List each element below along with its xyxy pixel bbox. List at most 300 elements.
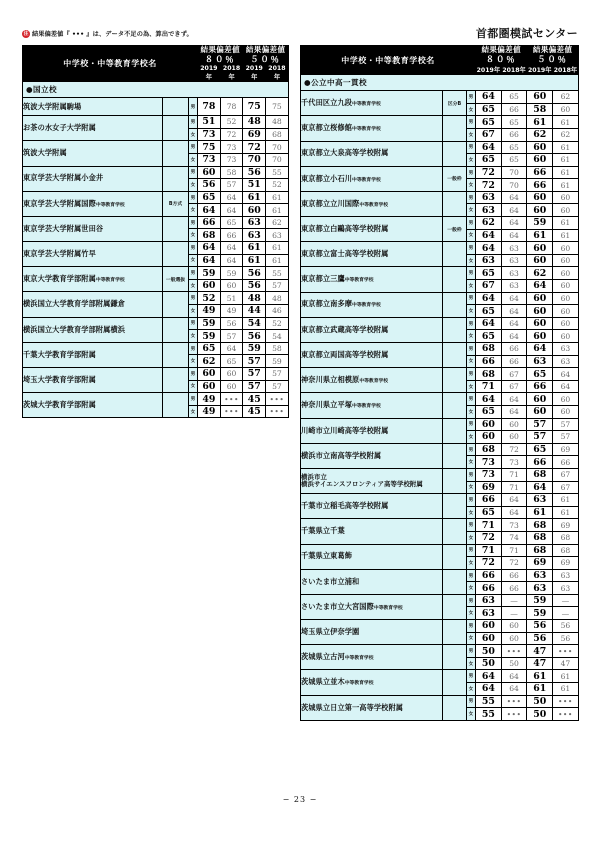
dev50-2018-male: 62 <box>553 91 579 104</box>
dev80-2019-female: 63 <box>476 607 502 620</box>
school-name-main: 茨城県立日立第一高等学校附属 <box>301 702 404 712</box>
dev50-2018-female: 69 <box>553 557 579 570</box>
table-row <box>301 468 579 481</box>
school-name-main: 埼玉県立伊奈学園 <box>301 627 360 637</box>
dev80-2018-female: 60 <box>220 380 243 393</box>
school-name-cell[interactable] <box>301 494 443 519</box>
gender-label-female: 女 <box>467 405 476 418</box>
dev50-2019-male: 68 <box>527 468 553 481</box>
dev50-2018-male: 61 <box>553 494 579 507</box>
dev80-2019-female: 67 <box>476 128 502 141</box>
school-name-cell[interactable] <box>23 216 163 241</box>
dev50-2018-male: 57 <box>266 368 289 381</box>
school-name-cell[interactable] <box>301 569 443 594</box>
school-name-main: 東京都立立川国際 <box>301 198 360 208</box>
dev80-2019-male: 66 <box>476 569 502 582</box>
school-name-suffix: 中等教育学校 <box>344 278 374 284</box>
school-name-cell[interactable] <box>301 191 443 216</box>
dev50-2019-male: 75 <box>243 98 266 116</box>
section-label: ●国立校 <box>23 82 289 98</box>
header-year-2019-dev50: 2019年 <box>527 65 553 75</box>
section-header-koritsu <box>301 75 579 91</box>
table-row <box>301 91 579 104</box>
gender-label-male: 男 <box>189 141 198 154</box>
dev50-2019-male: 56 <box>243 267 266 280</box>
school-tag <box>443 292 467 317</box>
header-year-2018-dev80: 2018年 <box>220 65 243 82</box>
dev80-2018-female: 65 <box>501 154 527 167</box>
dev80-2019-male: 64 <box>476 317 502 330</box>
gender-label-male: 男 <box>467 645 476 658</box>
dev80-2018-female: 57 <box>220 179 243 192</box>
dev80-2019-male: 65 <box>198 191 221 204</box>
header-deviation-80 <box>476 46 527 65</box>
school-tag <box>443 519 467 544</box>
dev50-2019-male: 68 <box>527 544 553 557</box>
school-name-main: 筑波大学附属 <box>23 148 67 158</box>
dev50-2019-female: 50 <box>527 708 553 721</box>
dev80-2018-male: ••• <box>220 393 243 406</box>
dev80-2018-male: 64 <box>501 393 527 406</box>
dev50-2018-male: 48 <box>266 116 289 129</box>
dev50-2019-female: 63 <box>243 229 266 242</box>
dev80-2019-female: 73 <box>198 128 221 141</box>
dev80-2019-female: 72 <box>476 557 502 570</box>
header-dev50-label: 結果偏差値 <box>245 45 286 54</box>
school-tag <box>443 645 467 670</box>
header-dev50-label: 結果偏差値 <box>532 45 573 54</box>
school-name-cell[interactable] <box>301 368 443 393</box>
dev80-2019-male: 68 <box>476 343 502 356</box>
dev50-2018-male: 60 <box>553 191 579 204</box>
school-name-cell[interactable] <box>301 620 443 645</box>
dev80-2019-female: 71 <box>476 380 502 393</box>
dev50-2018-male: 60 <box>553 393 579 406</box>
school-name-main: 茨城県立古河 <box>301 652 345 662</box>
dev50-2019-male: 59 <box>527 594 553 607</box>
dev80-2018-female: 72 <box>501 557 527 570</box>
gender-label-female: 女 <box>467 506 476 519</box>
dev50-2018-female: 57 <box>266 279 289 292</box>
school-name-cell[interactable] <box>23 368 163 393</box>
gender-label-female: 女 <box>189 380 198 393</box>
note-text: 結果偏差値『 ••• 』は、データ不足の為、算出できず。 <box>32 31 193 38</box>
header-year-2019-dev80: 2019年 <box>476 65 502 75</box>
gender-label-female: 女 <box>467 229 476 242</box>
gender-label-female: 女 <box>189 405 198 418</box>
dev50-2019-male: 48 <box>243 116 266 129</box>
dev50-2018-female: 61 <box>553 179 579 192</box>
dev80-2018-male: 64 <box>220 242 243 255</box>
table-row <box>301 166 579 179</box>
dev80-2019-male: 63 <box>476 594 502 607</box>
note-badge-icon: 注 <box>23 30 29 37</box>
school-name-main: 東京都立両国高等学校附属 <box>301 349 389 359</box>
table-header-left <box>23 46 289 82</box>
school-name-cell[interactable] <box>301 166 443 191</box>
dev80-2019-female: 62 <box>198 355 221 368</box>
dev80-2019-male: 68 <box>476 368 502 381</box>
dev80-2019-male: 65 <box>198 342 221 355</box>
table-row <box>301 343 579 356</box>
dev80-2018-male: 70 <box>501 166 527 179</box>
table-row <box>301 217 579 230</box>
school-name-cell[interactable] <box>301 393 443 418</box>
dev80-2019-male: 64 <box>476 393 502 406</box>
school-name-suffix: 中等教育学校 <box>352 303 381 309</box>
dev50-2019-male: 60 <box>527 91 553 104</box>
dev50-2018-male: 61 <box>553 116 579 129</box>
school-name-cell[interactable] <box>301 594 443 619</box>
dev80-2018-female: ••• <box>501 708 527 721</box>
dev80-2019-female: 66 <box>476 355 502 368</box>
school-name-cell[interactable] <box>301 267 443 292</box>
dev50-2019-female: 58 <box>527 103 553 116</box>
school-tag <box>163 216 189 241</box>
dev80-2018-male: 60 <box>501 620 527 633</box>
school-name-suffix: 中等教育学校 <box>95 278 125 284</box>
table-body-left <box>23 82 289 418</box>
dev50-2018-male: 63 <box>553 569 579 582</box>
school-tag <box>443 116 467 141</box>
dev50-2019-male: 50 <box>527 695 553 708</box>
table-row <box>301 443 579 456</box>
dev50-2018-male: 68 <box>553 544 579 557</box>
gender-label-male: 男 <box>467 141 476 154</box>
dev80-2019-female: 72 <box>476 531 502 544</box>
school-name-cell[interactable] <box>301 343 443 368</box>
school-name-main: 東京都立桜修館 <box>301 123 353 133</box>
table-row <box>301 519 579 532</box>
dev50-2019-male: 60 <box>527 292 553 305</box>
school-tag <box>163 141 189 166</box>
dev50-2018-male: 69 <box>553 519 579 532</box>
school-tag <box>443 544 467 569</box>
school-tag <box>163 242 189 267</box>
school-name-cell[interactable] <box>301 670 443 695</box>
dev80-2018-female: 72 <box>220 128 243 141</box>
school-name-main: 東京都立大泉高等学校附属 <box>301 148 389 158</box>
dev80-2019-female: 60 <box>476 431 502 444</box>
table-row <box>301 191 579 204</box>
dev80-2018-female: 66 <box>501 128 527 141</box>
header-dev80-label: 結果偏差値 <box>481 45 521 54</box>
dev50-2019-female: 62 <box>527 128 553 141</box>
dev50-2018-male: ••• <box>553 645 579 658</box>
dev80-2018-female: 60 <box>501 431 527 444</box>
dev80-2018-male: 52 <box>220 116 243 129</box>
school-name-cell[interactable] <box>301 695 443 720</box>
school-name-main: 筑波大学附属駒場 <box>23 101 82 111</box>
school-tag: B方式 <box>163 191 189 216</box>
school-name-main: 川崎市立川崎高等学校附属 <box>301 425 389 435</box>
dev50-2019-male: 65 <box>527 368 553 381</box>
school-name-cell[interactable] <box>23 116 163 141</box>
dev80-2018-male: 73 <box>220 141 243 154</box>
header-deviation-80 <box>198 46 243 65</box>
dev50-2018-male: 55 <box>266 267 289 280</box>
dev50-2019-female: 44 <box>243 305 266 318</box>
school-name-suffix: 中等教育学校 <box>352 127 381 133</box>
school-name-cell[interactable] <box>23 242 163 267</box>
table-row <box>23 292 289 305</box>
school-name-cell[interactable] <box>301 519 443 544</box>
school-name-suffix: 中等教育学校 <box>352 101 381 107</box>
dev80-2019-female: 73 <box>198 153 221 166</box>
dev50-2019-male: 61 <box>527 670 553 683</box>
dev80-2018-male: 65 <box>501 141 527 154</box>
dev50-2018-male: 56 <box>553 620 579 633</box>
gender-label-female: 女 <box>467 481 476 494</box>
gender-label-male: 男 <box>189 191 198 204</box>
header-dev50-pct: ５０％ <box>537 53 568 64</box>
dev80-2019-male: 63 <box>476 191 502 204</box>
school-name-line2: 横浜サイエンスフロンティア高等学校附属 <box>301 480 423 489</box>
dev50-2018-female: 61 <box>553 506 579 519</box>
dev80-2018-male: ••• <box>501 695 527 708</box>
dev50-2018-female: 64 <box>553 380 579 393</box>
school-name-cell[interactable] <box>301 242 443 267</box>
school-name-main: 横浜国立大学教育学部附属鎌倉 <box>23 299 126 309</box>
gender-label-female: 女 <box>467 708 476 721</box>
dev50-2019-female: 59 <box>527 607 553 620</box>
dev80-2019-male: 49 <box>198 393 221 406</box>
dev50-2018-female: ••• <box>266 405 289 418</box>
dev80-2018-male: 64 <box>501 670 527 683</box>
dev80-2019-male: 65 <box>476 116 502 129</box>
dev50-2019-male: 68 <box>527 519 553 532</box>
school-tag <box>443 620 467 645</box>
dev80-2018-male: 71 <box>501 544 527 557</box>
dev80-2019-male: 60 <box>198 166 221 179</box>
dev80-2019-female: 63 <box>476 204 502 217</box>
dev80-2018-female: 66 <box>501 355 527 368</box>
brand-title: 首都圏模試センター <box>475 27 578 40</box>
dev80-2018-male: 60 <box>220 368 243 381</box>
dev50-2019-male: 60 <box>527 242 553 255</box>
gender-label-female: 女 <box>189 153 198 166</box>
dev50-2018-male: 60 <box>553 292 579 305</box>
dev50-2018-female: 56 <box>553 632 579 645</box>
dev80-2019-female: 68 <box>198 229 221 242</box>
gender-label-male: 男 <box>189 368 198 381</box>
school-tag <box>163 98 189 116</box>
school-name-suffix: 中等教育学校 <box>359 379 389 385</box>
gender-label-male: 男 <box>467 393 476 406</box>
gender-label-male: 男 <box>189 393 198 406</box>
school-name-cell[interactable] <box>23 166 163 191</box>
dev50-2018-female: 59 <box>266 355 289 368</box>
dev80-2018-male: 66 <box>501 343 527 356</box>
dev50-2019-male: 60 <box>527 191 553 204</box>
table-row <box>23 267 289 280</box>
school-tag: 一般枠 <box>443 217 467 242</box>
table-header-right <box>301 46 579 75</box>
gender-label-female: 女 <box>189 128 198 141</box>
dev80-2018-female: 64 <box>501 229 527 242</box>
dev50-2018-female: 61 <box>266 204 289 217</box>
school-name-cell[interactable] <box>23 141 163 166</box>
koritsu-table <box>300 45 579 721</box>
dev80-2019-female: 67 <box>476 280 502 293</box>
school-name-suffix: 中等教育学校 <box>373 605 403 611</box>
dev80-2019-male: 64 <box>476 242 502 255</box>
table-row <box>23 242 289 255</box>
dev50-2019-female: 61 <box>527 683 553 696</box>
school-name-main: 東京学芸大学附属世田谷 <box>23 223 104 233</box>
table-row <box>23 216 289 229</box>
school-tag <box>163 292 189 317</box>
school-name-cell[interactable] <box>23 393 163 418</box>
dev80-2019-female: 59 <box>198 330 221 343</box>
dev80-2019-female: 64 <box>476 229 502 242</box>
section-label: ●公立中高一貫校 <box>301 75 579 91</box>
dev50-2019-female: 69 <box>243 128 266 141</box>
school-tag <box>163 393 189 418</box>
gender-label-female: 女 <box>467 531 476 544</box>
dev80-2019-male: 60 <box>198 368 221 381</box>
gender-label-female: 女 <box>189 355 198 368</box>
table-row <box>23 342 289 355</box>
gender-label-female: 女 <box>467 557 476 570</box>
school-name-cell[interactable] <box>23 292 163 317</box>
gender-label-male: 男 <box>467 695 476 708</box>
dev80-2019-female: 64 <box>198 204 221 217</box>
dev80-2018-female: 63 <box>501 280 527 293</box>
dev50-2019-male: 61 <box>243 191 266 204</box>
gender-label-male: 男 <box>467 519 476 532</box>
dev80-2018-female: 60 <box>220 279 243 292</box>
dev80-2019-female: 65 <box>476 103 502 116</box>
dev50-2018-female: 63 <box>553 582 579 595</box>
dev80-2018-male: 64 <box>501 217 527 230</box>
dev50-2018-female: 57 <box>266 380 289 393</box>
dev50-2018-male: 63 <box>553 343 579 356</box>
school-name-main: お茶の水女子大学附属 <box>23 123 96 133</box>
gender-label-male: 男 <box>467 494 476 507</box>
dev80-2019-female: 65 <box>476 506 502 519</box>
dev50-2019-male: 66 <box>527 166 553 179</box>
dev50-2018-female: 60 <box>553 254 579 267</box>
dev50-2018-female: 68 <box>266 128 289 141</box>
dev80-2019-male: 59 <box>198 267 221 280</box>
gender-label-female: 女 <box>467 582 476 595</box>
school-name-cell[interactable] <box>23 98 163 116</box>
school-name-cell[interactable] <box>23 342 163 367</box>
dev80-2018-female: 64 <box>501 330 527 343</box>
dev80-2018-female: — <box>501 607 527 620</box>
gender-label-male: 男 <box>189 342 198 355</box>
school-name-main: 東京学芸大学附属国際 <box>23 198 96 208</box>
dev80-2019-male: 78 <box>198 98 221 116</box>
school-name-cell[interactable] <box>301 418 443 443</box>
dev80-2018-female: 73 <box>501 456 527 469</box>
school-name-main: 東京都立三鷹 <box>301 274 345 284</box>
dev50-2018-male: ••• <box>266 393 289 406</box>
school-name-main: さいたま市立浦和 <box>301 576 360 586</box>
table-row <box>23 98 289 116</box>
school-name-cell[interactable] <box>301 292 443 317</box>
gender-label-male: 男 <box>467 166 476 179</box>
gender-label-male: 男 <box>467 418 476 431</box>
dev80-2019-male: 64 <box>476 670 502 683</box>
school-name-cell[interactable] <box>23 267 163 292</box>
school-name-cell[interactable] <box>301 645 443 670</box>
dev50-2019-male: 63 <box>527 569 553 582</box>
header-year-2018-dev80: 2018年 <box>501 65 527 75</box>
school-name-cell[interactable] <box>23 317 163 342</box>
school-name-suffix: 中等教育学校 <box>344 681 374 687</box>
dev50-2019-male: 72 <box>243 141 266 154</box>
school-name-cell[interactable] <box>301 91 443 116</box>
school-name-main: 東京都立白鷗高等学校附属 <box>301 224 389 234</box>
dev80-2019-male: 64 <box>476 91 502 104</box>
gender-label-male: 男 <box>189 116 198 129</box>
school-tag <box>443 443 467 468</box>
gender-label-male: 男 <box>467 217 476 230</box>
dev50-2019-female: 56 <box>243 330 266 343</box>
dev80-2018-male: — <box>501 594 527 607</box>
dev80-2019-male: 55 <box>476 695 502 708</box>
dev50-2018-male: 61 <box>553 217 579 230</box>
dev80-2018-female: 49 <box>220 305 243 318</box>
dev80-2018-female: 66 <box>501 103 527 116</box>
school-tag <box>443 242 467 267</box>
table-row <box>23 191 289 204</box>
dev50-2019-male: 62 <box>527 267 553 280</box>
table-row <box>301 418 579 431</box>
gender-label-male: 男 <box>467 116 476 129</box>
dev80-2019-male: 75 <box>198 141 221 154</box>
dev80-2018-male: 65 <box>501 91 527 104</box>
school-name-cell[interactable] <box>23 191 163 216</box>
school-name-cell[interactable] <box>301 141 443 166</box>
school-tag <box>443 191 467 216</box>
dev80-2018-male: 67 <box>501 368 527 381</box>
dev80-2018-female: 64 <box>501 305 527 318</box>
gender-label-female: 女 <box>467 179 476 192</box>
school-name-cell[interactable] <box>301 317 443 342</box>
dev50-2019-male: 57 <box>527 418 553 431</box>
gender-label-male: 男 <box>467 317 476 330</box>
dev50-2019-female: 61 <box>243 254 266 267</box>
school-name-cell[interactable] <box>301 443 443 468</box>
dev80-2018-male: 64 <box>220 191 243 204</box>
dev80-2018-male: 65 <box>501 116 527 129</box>
school-tag <box>443 468 467 493</box>
dev50-2019-female: 61 <box>527 229 553 242</box>
dev50-2018-female: 60 <box>553 204 579 217</box>
gender-label-male: 男 <box>467 670 476 683</box>
school-name-cell[interactable] <box>301 468 443 493</box>
dev80-2019-male: 59 <box>198 317 221 330</box>
school-name-cell[interactable] <box>301 116 443 141</box>
dev80-2018-female: 64 <box>220 204 243 217</box>
school-tag <box>443 393 467 418</box>
dev50-2018-female: 60 <box>553 103 579 116</box>
dev80-2019-male: 60 <box>476 418 502 431</box>
school-name-cell[interactable] <box>301 217 443 242</box>
gender-label-female: 女 <box>467 683 476 696</box>
table-row <box>23 317 289 330</box>
dev80-2018-male: 64 <box>501 494 527 507</box>
dev80-2018-male: 78 <box>220 98 243 116</box>
table-row <box>301 645 579 658</box>
dev50-2019-female: 56 <box>243 279 266 292</box>
dev80-2019-female: 65 <box>476 154 502 167</box>
school-name-main: 千代田区立九段 <box>301 97 353 107</box>
school-name-cell[interactable] <box>301 544 443 569</box>
